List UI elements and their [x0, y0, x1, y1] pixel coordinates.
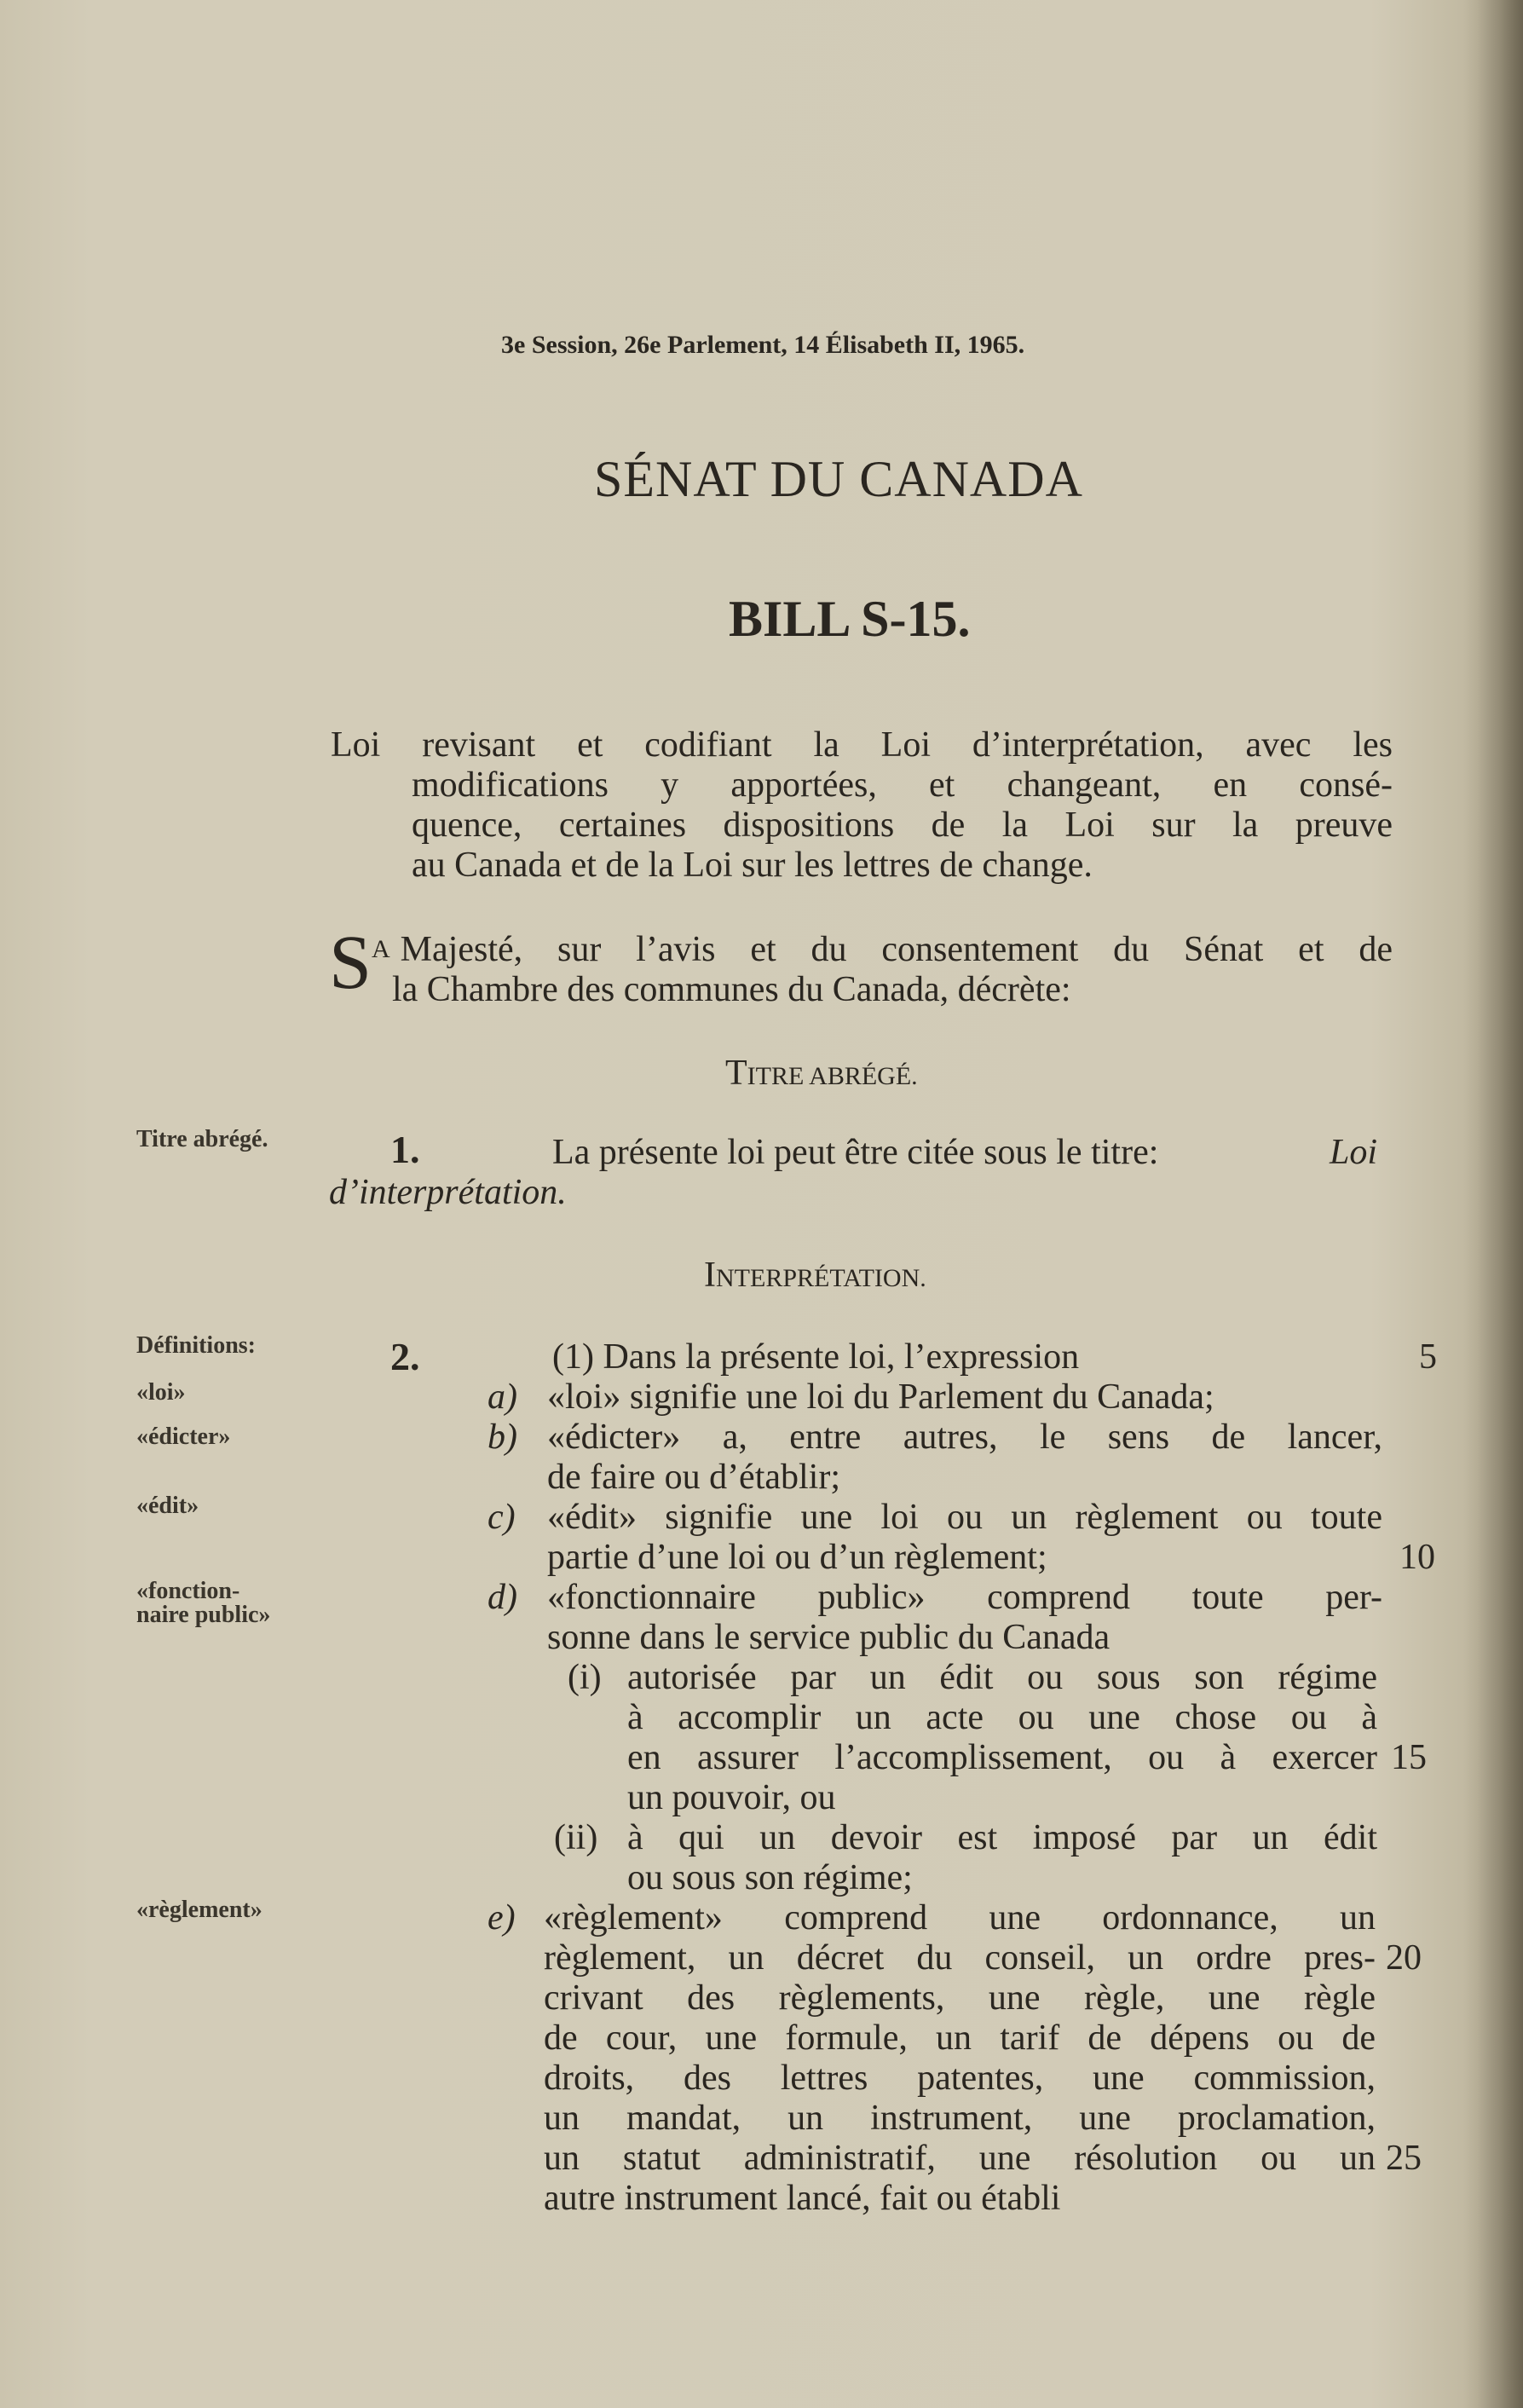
item-d-letter: d) [487, 1578, 517, 1617]
heading-short-title-initial: T [725, 1054, 747, 1093]
item-e-line-3: crivant des règlements, une règle, une règle [544, 1978, 1376, 2018]
long-title-line-3: quence, certaines dispositions de la Loi sur la preuve [412, 806, 1393, 845]
item-e-line-4: de cour, une formule, un tarif de dépens ou de [544, 2018, 1376, 2058]
subitem-i-line-2: à accomplir un acte ou une chose ou à [627, 1698, 1377, 1737]
enacting-line-1-text: Majesté, sur l’avis et du consentement du Sénat et de [400, 930, 1393, 969]
session-line: 3e Session, 26e Parlement, 14 Élisabeth II, 1965. [501, 331, 1025, 359]
item-e-line-5: droits, des lettres patentes, une commission, [544, 2059, 1376, 2098]
page-edge-shadow [1463, 0, 1523, 2408]
subitem-ii-line-1: à qui un devoir est imposé par un édit [627, 1818, 1377, 1857]
enacting-smallcap: A [372, 935, 390, 963]
section-2-subsection: (1) Dans la présente loi, l’expression [552, 1337, 1080, 1377]
subitem-ii-label: (ii) [554, 1818, 598, 1857]
line-number-15: 15 [1391, 1738, 1427, 1777]
chamber-title: SÉNAT DU CANADA [594, 451, 1083, 507]
bill-number: BILL S-15. [729, 591, 971, 647]
margin-note-fonctionnaire-1: «fonction- [136, 1578, 240, 1604]
item-a-letter: a) [487, 1377, 517, 1417]
line-number-5: 5 [1419, 1337, 1437, 1377]
long-title-line-4: au Canada et de la Loi sur les lettres de change. [412, 846, 1093, 885]
heading-short-title [725, 1053, 918, 1094]
item-a-line-1: «loi» signifie une loi du Parlement du Canada; [547, 1377, 1214, 1417]
line-number-20: 20 [1386, 1938, 1422, 1978]
heading-interpretation-initial: I [704, 1256, 716, 1295]
section-2-number: 2. [390, 1335, 420, 1378]
item-e-line-8: autre instrument lancé, fait ou établi [544, 2179, 1061, 2218]
subitem-ii-line-2: ou sous son régime; [627, 1858, 913, 1897]
section-1-number: 1. [390, 1128, 420, 1171]
section-1-text: La présente loi peut être citée sous le titre: [552, 1133, 1159, 1172]
subitem-i-line-1: autorisée par un édit ou sous son régime [627, 1658, 1377, 1697]
item-c-line-1: «édit» signifie une loi ou un règlement ou toute [547, 1498, 1382, 1537]
enacting-line-2: la Chambre des communes du Canada, décrète: [392, 970, 1071, 1009]
item-e-letter: e) [487, 1898, 516, 1937]
item-e-line-1: «règlement» comprend une ordonnance, un [544, 1898, 1376, 1937]
subitem-i-line-4: un pouvoir, ou [627, 1778, 836, 1817]
drop-cap: S [329, 921, 372, 1005]
item-e-line-7: un statut administratif, une résolution ou un [544, 2139, 1376, 2178]
item-c-letter: c) [487, 1498, 516, 1537]
item-d-line-2: sonne dans le service public du Canada [547, 1618, 1111, 1657]
section-1-line-2: d’interprétation. [329, 1173, 567, 1212]
margin-note-reglement: «règlement» [136, 1897, 262, 1923]
section-1-italic-title-start: Loi [1330, 1133, 1378, 1172]
line-number-25: 25 [1386, 2139, 1422, 2178]
margin-note-loi: «loi» [136, 1379, 186, 1406]
margin-note-fonctionnaire-2: naire public» [136, 1602, 271, 1628]
item-c-line-2: partie d’une loi ou d’un règlement; [547, 1538, 1047, 1577]
subitem-i-line-3: en assurer l’accomplissement, ou à exercer [627, 1738, 1377, 1777]
item-e-line-6: un mandat, un instrument, une proclamation, [544, 2099, 1376, 2138]
item-b-letter: b) [487, 1418, 517, 1457]
long-title-line-2: modifications y apportées, et changeant, en consé- [412, 765, 1393, 805]
subitem-i-label: (i) [568, 1658, 602, 1697]
margin-note-short-title: Titre abrégé. [136, 1126, 268, 1152]
heading-interpretation-rest: NTERPRÉTATION. [716, 1264, 926, 1292]
margin-note-edit: «édit» [136, 1493, 199, 1519]
item-b-line-2: de faire ou d’établir; [547, 1458, 840, 1497]
margin-note-definitions: Définitions: [136, 1332, 256, 1359]
line-number-10: 10 [1399, 1538, 1435, 1577]
margin-note-edicter: «édicter» [136, 1423, 231, 1450]
item-b-line-1: «édicter» a, entre autres, le sens de lancer, [547, 1418, 1382, 1457]
heading-interpretation [704, 1255, 926, 1296]
long-title-line-1: Loi revisant et codifiant la Loi d’interprétation, avec les [331, 725, 1393, 765]
heading-short-title-rest: ITRE ABRÉGÉ. [747, 1062, 918, 1090]
item-e-line-2: règlement, un décret du conseil, un ordre pres- [544, 1938, 1376, 1978]
item-d-line-1: «fonctionnaire public» comprend toute per- [547, 1578, 1382, 1617]
section-1-line-1 [552, 1132, 1158, 1173]
enacting-line-1 [372, 929, 1393, 970]
